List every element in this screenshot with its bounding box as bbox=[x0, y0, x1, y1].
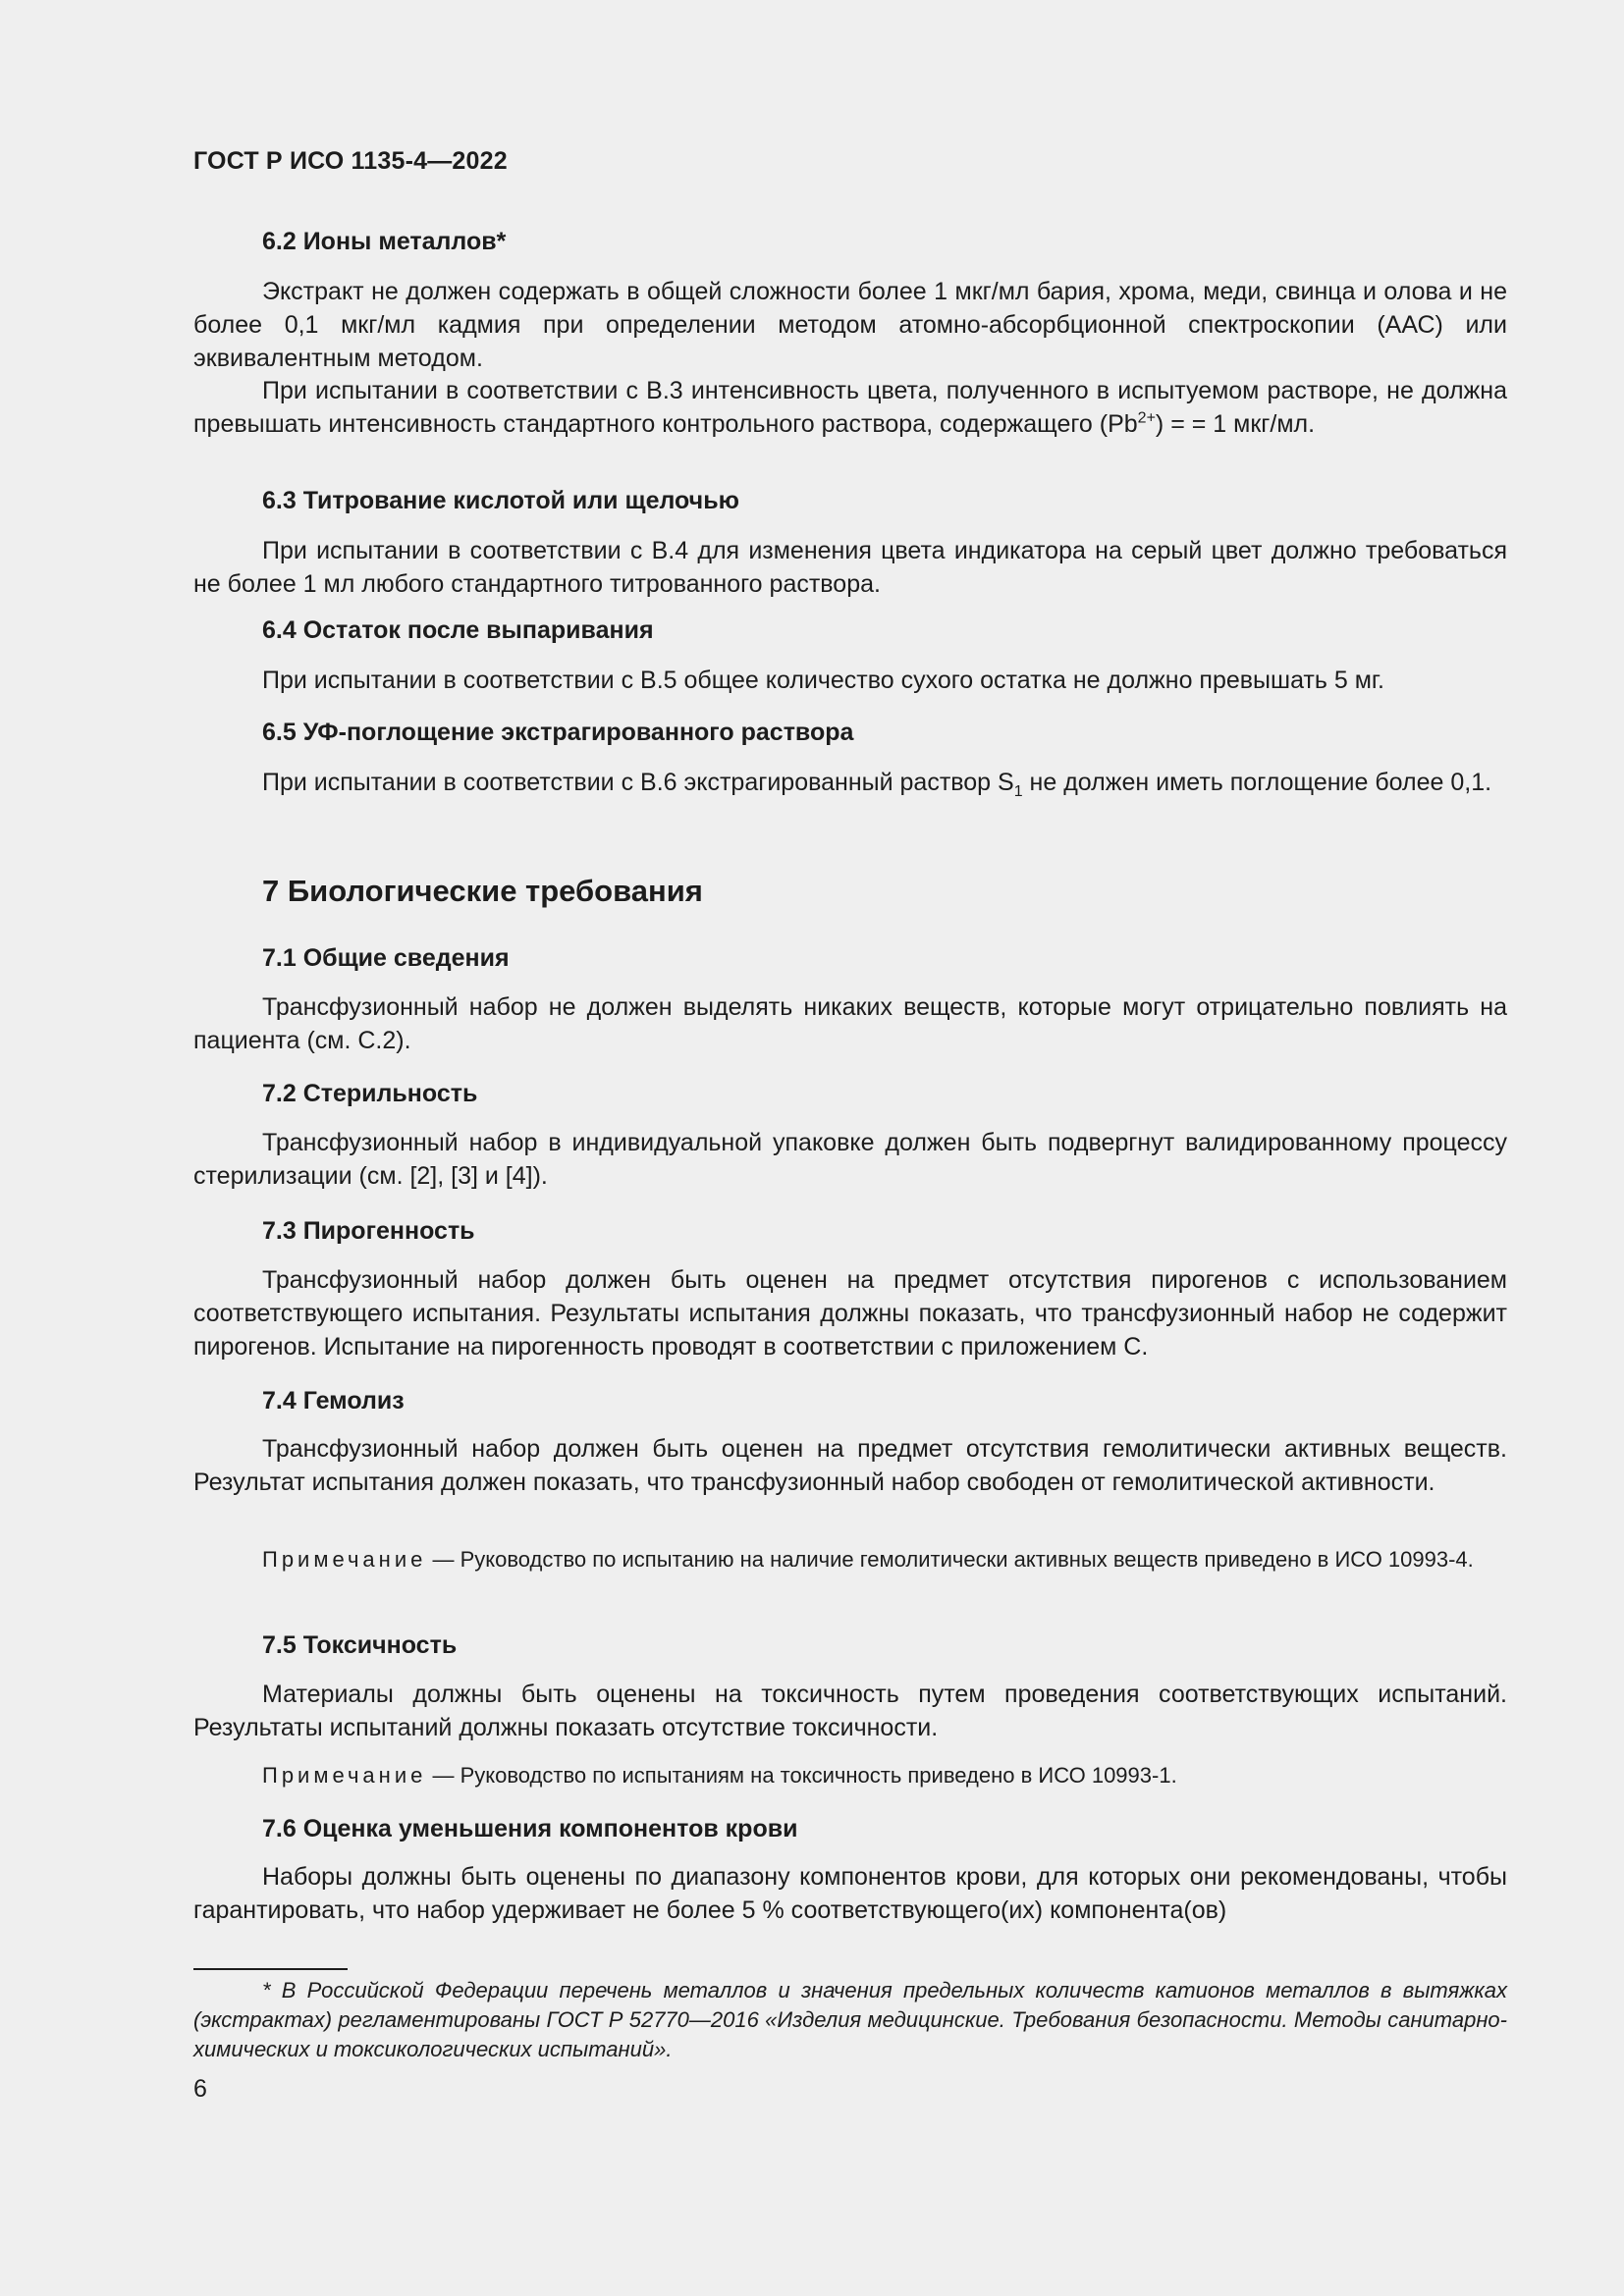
footnote: * В Российской Федерации перечень металлов и значения предельных количеств катионов металлов в вытяжках (экстрактах) регламентированы ГОСТ Р 52770—2016 «Изделия медицинские. Требования безопасности. Методы санитарно-химических и токсикологических испытаний». bbox=[193, 1978, 1507, 2061]
heading-7-6: 7.6 Оценка уменьшения компонентов крови bbox=[262, 1815, 798, 1842]
paragraph-6-3: При испытании в соответствии с В.4 для изменения цвета индикатора на серый цвет должно требоваться не более 1 мл любого стандартного титрованного раствора. bbox=[193, 537, 1507, 598]
document-id: ГОСТ Р ИСО 1135-4—2022 bbox=[193, 147, 508, 175]
heading-6-3: 6.3 Титрование кислотой или щелочью bbox=[262, 487, 739, 514]
heading-7-2: 7.2 Стерильность bbox=[262, 1080, 478, 1107]
page-number: 6 bbox=[193, 2075, 207, 2103]
heading-6-2: 6.2 Ионы металлов* bbox=[262, 228, 507, 255]
note-7-5: Примечание — Руководство по испытаниям на токсичность приведено в ИСО 10993-1. bbox=[262, 1763, 1177, 1788]
heading-7-4: 7.4 Гемолиз bbox=[262, 1387, 405, 1415]
note-7-4: Примечание — Руководство по испытанию на наличие гемолитически активных веществ приведено в ИСО 10993-4. bbox=[262, 1547, 1474, 1572]
paragraph-7-5: Материалы должны быть оценены на токсичность путем проведения соответствующих испытаний. Результаты испытаний должны показать отсутствие токсичности. bbox=[193, 1681, 1507, 1741]
heading-7: 7 Биологические требования bbox=[262, 874, 703, 908]
paragraph-7-3: Трансфузионный набор должен быть оценен на предмет отсутствия пирогенов с использованием соответствующего испытания. Результаты испытания должны показать, что трансфузионный набор не содержит пирогенов. Испытание на пирогенность проводят в соответствии с приложением С. bbox=[193, 1266, 1507, 1361]
heading-6-4: 6.4 Остаток после выпаривания bbox=[262, 616, 654, 644]
heading-7-3: 7.3 Пирогенность bbox=[262, 1217, 475, 1245]
paragraph-6-2-2: При испытании в соответствии с В.3 интенсивность цвета, полученного в испытуемом растворе, не должна превышать интенсивность стандартного контрольного раствора, содержащего $(Pb^{2+})$ = = 1 мкг/мл. bbox=[193, 377, 1507, 438]
paragraph-7-1: Трансфузионный набор не должен выделять никаких веществ, которые могут отрицательно повлиять на пациента (см. С.2). bbox=[193, 993, 1507, 1054]
paragraph-7-2: Трансфузионный набор в индивидуальной упаковке должен быть подвергнут валидированному процессу стерилизации (см. [2], [3] и [4]). bbox=[193, 1129, 1507, 1190]
paragraph-7-6: Наборы должны быть оценены по диапазону компонентов крови, для которых они рекомендованы, чтобы гарантировать, что набор удерживает не более 5 % соответствующего(их) компонента(ов) bbox=[193, 1863, 1507, 1924]
paragraph-7-4: Трансфузионный набор должен быть оценен на предмет отсутствия гемолитически активных веществ. Результат испытания должен показать, что трансфузионный набор свободен от гемолитической активности. bbox=[193, 1435, 1507, 1496]
paragraph-6-4: При испытании в соответствии с В.5 общее количество сухого остатка не должно превышать 5 мг. bbox=[262, 667, 1384, 694]
footnote-divider bbox=[193, 1968, 348, 1970]
heading-6-5: 6.5 УФ-поглощение экстрагированного раствора bbox=[262, 719, 854, 746]
paragraph-6-2-1: Экстракт не должен содержать в общей сложности более 1 мкг/мл бария, хрома, меди, свинца и олова и не более 0,1 мкг/мл кадмия при определении методом атомно-абсорбционной спектроскопии (ААС) или эквивалентным методом. bbox=[193, 278, 1507, 372]
heading-7-5: 7.5 Токсичность bbox=[262, 1631, 458, 1659]
heading-7-1: 7.1 Общие сведения bbox=[262, 944, 510, 972]
paragraph-6-5: При испытании в соответствии с В.6 экстрагированный раствор $S_1$ не должен иметь поглощение более 0,1. bbox=[262, 769, 1492, 800]
